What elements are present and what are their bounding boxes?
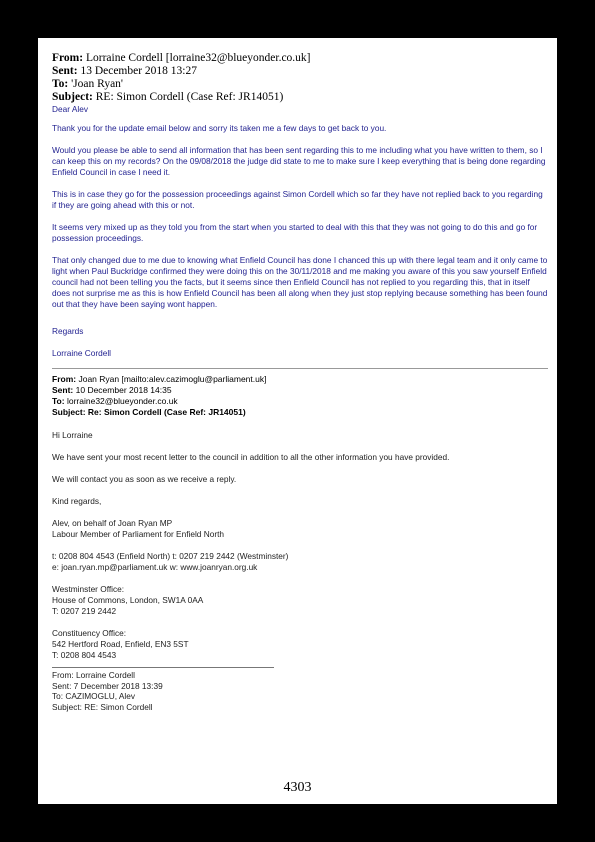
email2-signature-block [52,518,548,540]
email1-greeting: Dear Alev [52,104,88,114]
email2-sig-email: e: joan.ryan.mp@parliament.uk w: www.joanryan.org.uk [52,562,258,572]
email1-paragraph: Would you please be able to send all information that has been sent regarding this to me including what you have written to them, so I can keep this on my records? On the 09/08/2018 the judge did state to me to make sure I keep everything that is being done regarding Enfield Council in case I need it. [52,145,546,177]
email1-closing: Regards [52,326,84,336]
email1-paragraph: Thank you for the update email below and sorry its taken me a few days to get back to you. [52,123,387,133]
email1-header [52,52,548,104]
email3-to: To: CAZIMOGLU, Alev [52,691,135,701]
email2-paragraph: We have sent your most recent letter to the council in addition to all the other information you have provided. [52,452,450,462]
email1-sent-label: Sent: [52,65,78,77]
email2-subject-value: Re: Simon Cordell (Case Ref: JR14051) [87,407,246,417]
email1-to-value: 'Joan Ryan' [71,78,123,90]
email1-from-value: Lorraine Cordell [lorraine32@blueyonder.co.uk] [85,52,311,64]
email2-sig-phone: t: 0208 804 4543 (Enfield North) t: 0207 219 2442 (Westminster) [52,551,289,561]
westminster-office-tel: T: 0207 219 2442 [52,606,117,616]
email3-subject: Subject: RE: Simon Cordell [52,701,153,712]
page-number: 4303 [283,780,312,795]
email-separator [52,368,548,369]
email1-sent-value: 13 December 2018 13:27 [80,65,198,77]
email2-body [52,430,548,661]
email2-sig-role: Labour Member of Parliament for Enfield North [52,529,225,539]
email2-subject-label: Subject: [52,407,86,417]
email2-closing: Kind regards, [52,496,102,506]
email2-paragraph: We will contact you as soon as we receive a reply. [52,474,237,484]
email1-paragraph: It seems very mixed up as they told you from the start when you started to deal with this that they was not going to do this and go for possession proceedings. [52,222,538,243]
constituency-office-tel: T: 0208 804 4543 [52,650,117,660]
email1-to-label: To: [52,78,69,90]
email1-subject-value: RE: Simon Cordell (Case Ref: JR14051) [95,91,284,103]
email1-signature: Lorraine Cordell [52,348,112,358]
constituency-office-address: 542 Hertford Road, Enfield, EN3 5ST [52,639,189,649]
constituency-office-block [52,628,548,661]
document-page [38,38,557,804]
email2-to-label: To: [52,396,65,406]
email2-from-label: From: [52,374,77,384]
email1-body [52,104,548,359]
westminster-office-block [52,584,548,617]
quoted-separator [52,667,274,668]
email2-from-value: Joan Ryan [mailto:alev.cazimoglu@parliament.uk] [78,374,267,384]
email1-paragraph: That only changed due to me due to knowing what Enfield Council has done I chanced this up with there legal team and it only came to light when Paul Buckridge confirmed they were doing this on the 30/11/2018 and me making you aware of this you saw yourself Enfield council had not been telling you the facts, but it seems since then Enfield Council has not replied to you regarding this, that in itself does not surprise me as this is how Enfield Council has been all along when they just stop replying because something has been found out that they have been saying wont happen. [52,255,548,309]
westminster-office-address: House of Commons, London, SW1A 0AA [52,595,204,605]
email1-subject-label: Subject: [52,91,93,103]
email2-greeting: Hi Lorraine [52,430,93,440]
email2-to-value: lorraine32@blueyonder.co.uk [66,396,178,406]
email3-from: From: Lorraine Cordell [52,670,135,680]
document-content [52,52,548,712]
email1-from-label: From: [52,52,84,64]
email2-header [52,374,548,418]
email3-header [52,670,548,712]
westminster-office-title: Westminster Office: [52,584,125,594]
email2-contact-block [52,551,548,573]
constituency-office-title: Constituency Office: [52,628,127,638]
email1-paragraph: This is in case they go for the possession proceedings against Simon Cordell which so far they have not replied back to you regarding if they are going ahead with this or not. [52,189,543,210]
email2-sent-value: 10 December 2018 14:35 [75,385,172,395]
email2-sent-label: Sent: [52,385,74,395]
email2-sig-name: Alev, on behalf of Joan Ryan MP [52,518,173,528]
email3-sent: Sent: 7 December 2018 13:39 [52,680,163,691]
